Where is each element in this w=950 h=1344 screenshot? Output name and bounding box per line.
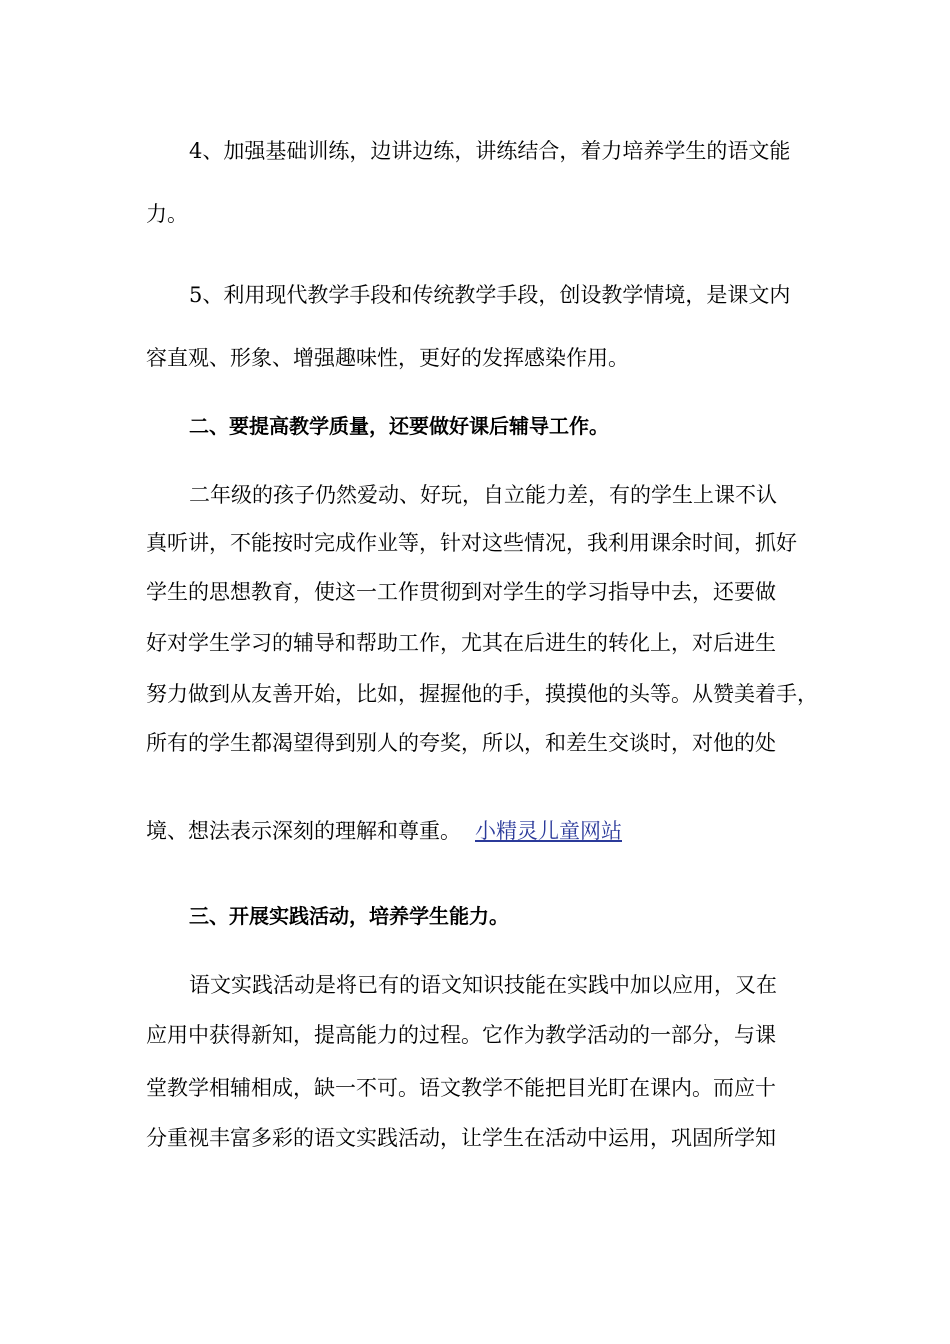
tutoring-paragraph-line-2: 真听讲，不能按时完成作业等，针对这些情况，我利用课余时间，抓好 xyxy=(146,531,797,555)
tutoring-paragraph-line-4: 好对学生学习的辅导和帮助工作，尤其在后进生的转化上，对后进生 xyxy=(146,631,776,655)
paragraph-5-line-1: 5、利用现代教学手段和传统教学手段，创设教学情境，是课文内 xyxy=(189,283,791,307)
tutoring-paragraph-line-7-text: 境、想法表示深刻的理解和尊重。 xyxy=(146,819,461,843)
tutoring-paragraph-line-7 xyxy=(146,816,826,846)
paragraph-4-line-2: 力。 xyxy=(146,202,188,226)
tutoring-paragraph-line-5: 努力做到从友善开始，比如，握握他的手，摸摸他的头等。从赞美着手， xyxy=(146,682,818,706)
tutoring-paragraph-line-1: 二年级的孩子仍然爱动、好玩，自立能力差，有的学生上课不认 xyxy=(189,483,777,507)
paragraph-5-line-2: 容直观、形象、增强趣味性，更好的发挥感染作用。 xyxy=(146,346,629,370)
tutoring-paragraph-line-3: 学生的思想教育，使这一工作贯彻到对学生的学习指导中去，还要做 xyxy=(146,580,776,604)
children-website-link[interactable]: 小精灵儿童网站 xyxy=(475,819,622,843)
section-heading-2: 二、要提高教学质量，还要做好课后辅导工作。 xyxy=(189,414,609,438)
practice-paragraph-line-3: 堂教学相辅相成，缺一不可。语文教学不能把目光盯在课内。而应十 xyxy=(146,1076,776,1100)
practice-paragraph-line-4: 分重视丰富多彩的语文实践活动，让学生在活动中运用，巩固所学知 xyxy=(146,1126,776,1150)
practice-paragraph-line-1: 语文实践活动是将已有的语文知识技能在实践中加以应用，又在 xyxy=(189,973,777,997)
practice-paragraph-line-2: 应用中获得新知，提高能力的过程。它作为教学活动的一部分，与课 xyxy=(146,1023,776,1047)
section-heading-3: 三、开展实践活动，培养学生能力。 xyxy=(189,904,509,928)
tutoring-paragraph-line-6: 所有的学生都渴望得到别人的夸奖，所以，和差生交谈时，对他的处 xyxy=(146,731,776,755)
paragraph-4-line-1: 4、加强基础训练，边讲边练，讲练结合，着力培养学生的语文能 xyxy=(189,139,791,163)
